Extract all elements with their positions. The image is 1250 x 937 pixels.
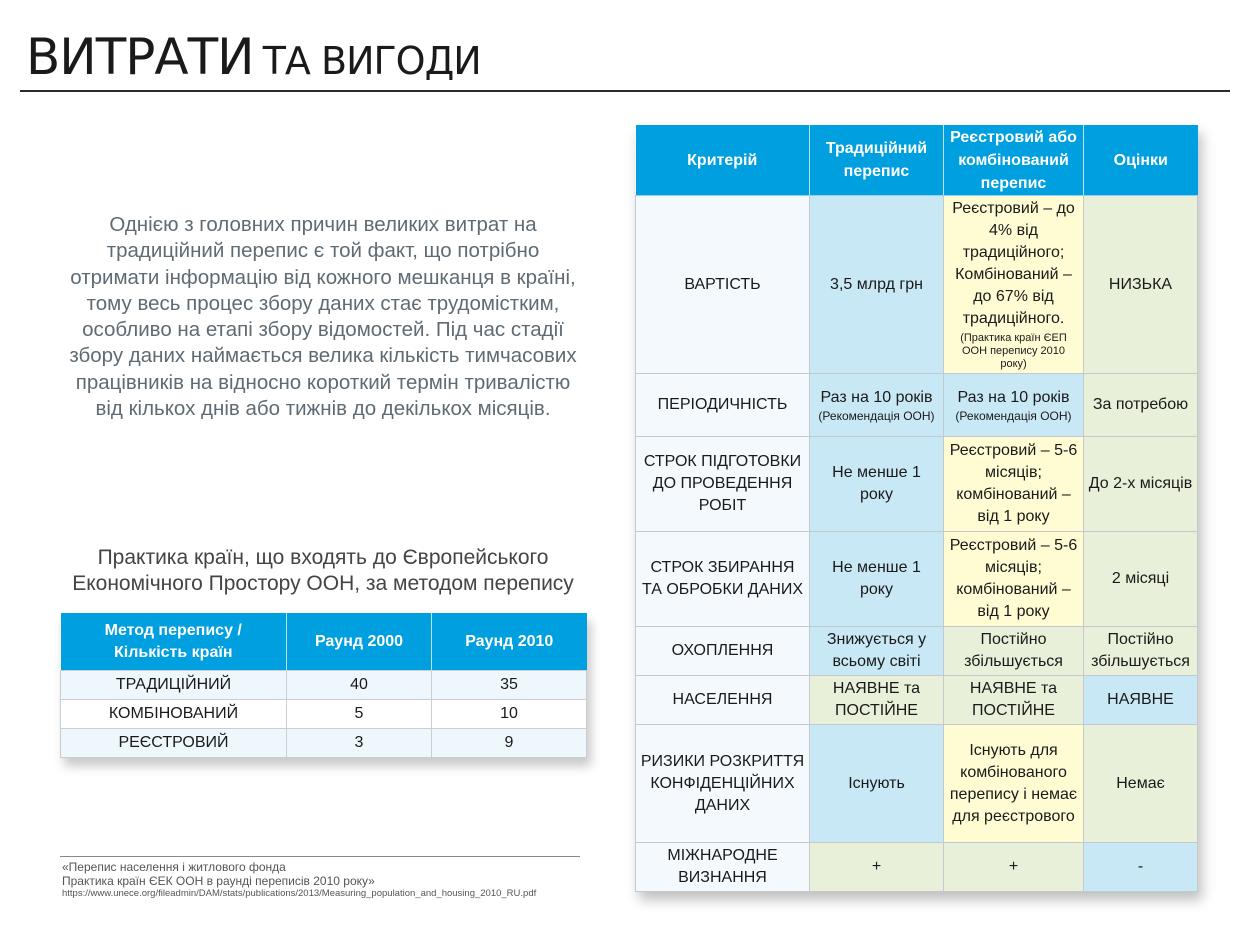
register-note: (Практика країн ЄЕП ООН перепису 2010 року) [960,332,1067,370]
criterion-cell: ПЕРІОДИЧНІСТЬ [636,374,810,437]
table-row [61,700,587,729]
row-periodicity [636,374,1198,437]
practice-table [60,613,587,758]
column-header-rating: Оцінки [1084,125,1198,196]
footnote-url: https://www.unece.org/fileadmin/DAM/stats/publications/2013/Measuring_population_and_housing_2010_RU.pdf [62,888,537,899]
rating-cell: До 2-х місяців [1084,437,1198,532]
register-note: (Рекомендація ООН) [955,409,1072,423]
round-2000-cell: 5 [287,700,432,729]
footnote [62,860,602,900]
column-header-traditional: Традиційний перепис [810,125,944,196]
row-preparation [636,437,1198,532]
register-cell: Постійно збільшується [944,627,1084,676]
criterion-cell: НАСЕЛЕННЯ [636,676,810,725]
register-text: Реєстровий – до 4% від традиційного; Комбінований – до 67% від традиційного. [952,200,1075,327]
traditional-cell: + [810,843,944,892]
intro-paragraph: Однією з головних причин великих витрат на традиційний перепис є той факт, що потрібно отримати інформацію від кожного мешканця в країні, тому весь процес збору даних стає трудомістким, особливо на етапі збору відомостей. Під час стадії збору даних наймається велика кількість тимчасових працівників на відносно короткий термін тривалістю від кількох днів або тижнів до декількох місяців. [69,213,577,421]
table-row [61,671,587,700]
round-2000-cell: 40 [287,671,432,700]
rating-cell: За потребою [1084,374,1198,437]
traditional-cell: Знижується у всьому світі [810,627,944,676]
criterion-cell: ВАРТІСТЬ [636,196,810,374]
register-cell [944,374,1084,437]
title-divider [20,90,1230,92]
register-cell: Реєстровий – 5-6 місяців; комбінований – від 1 року [944,437,1084,532]
criterion-cell: МІЖНАРОДНЕ ВИЗНАННЯ [636,843,810,892]
traditional-note: (Рекомендація ООН) [818,409,935,423]
page-title-rest: ТА ВИГОДИ [262,39,481,83]
footnote-line-2: Практика країн ЄЕК ООН в раунді переписів 2010 року» [62,874,375,888]
row-risks [636,725,1198,843]
rating-cell: НИЗЬКА [1084,196,1198,374]
criterion-cell: СТРОК ЗБИРАННЯ ТА ОБРОБКИ ДАНИХ [636,532,810,627]
row-processing [636,532,1198,627]
row-coverage [636,627,1198,676]
method-cell: КОМБІНОВАНИЙ [61,700,287,729]
rating-cell: Немає [1084,725,1198,843]
rating-cell: НАЯВНЕ [1084,676,1198,725]
traditional-cell: Не менше 1 року [810,532,944,627]
register-text: Раз на 10 років [957,389,1070,406]
criterion-cell: СТРОК ПІДГОТОВКИ ДО ПРОВЕДЕННЯ РОБІТ [636,437,810,532]
rating-cell: Постійно збільшується [1084,627,1198,676]
method-cell: ТРАДИЦІЙНИЙ [61,671,287,700]
comparison-table [635,125,1198,892]
column-header-method: Метод перепису / Кількість країн [61,613,287,671]
method-cell: РЕЄСТРОВИЙ [61,729,287,758]
register-cell: + [944,843,1084,892]
row-cost [636,196,1198,374]
traditional-cell: Існують [810,725,944,843]
comparison-table-header [636,125,1198,196]
criterion-cell: РИЗИКИ РОЗКРИТТЯ КОНФІДЕНЦІЙНИХ ДАНИХ [636,725,810,843]
table-row [61,729,587,758]
page-title-main: ВИТРАТИ [26,28,254,86]
rating-cell: 2 місяці [1084,532,1198,627]
register-cell [944,196,1084,374]
traditional-cell: Не менше 1 року [810,437,944,532]
page-title [26,28,481,86]
footnote-line-1: «Перепис населення і житлового фонда [62,860,286,874]
column-header-register: Реєстровий або комбінований перепис [944,125,1084,196]
practice-table-header [61,613,587,671]
row-recognition [636,843,1198,892]
traditional-text: Раз на 10 років [820,389,933,406]
round-2010-cell: 9 [432,729,587,758]
footnote-divider [60,856,580,857]
round-2010-cell: 10 [432,700,587,729]
traditional-cell [810,374,944,437]
row-population [636,676,1198,725]
round-2000-cell: 3 [287,729,432,758]
practice-table-title: Практика країн, що входять до Європейського Економічного Простору ООН, за методом перепису [72,546,574,595]
register-cell: Існують для комбінованого перепису і немає для реєстрового [944,725,1084,843]
round-2010-cell: 35 [432,671,587,700]
traditional-cell: НАЯВНЕ та ПОСТІЙНЕ [810,676,944,725]
traditional-cell: 3,5 млрд грн [810,196,944,374]
rating-cell: - [1084,843,1198,892]
column-header-round-2000: Раунд 2000 [287,613,432,671]
column-header-criterion: Критерій [636,125,810,196]
column-header-round-2010: Раунд 2010 [432,613,587,671]
register-cell: НАЯВНЕ та ПОСТІЙНЕ [944,676,1084,725]
criterion-cell: ОХОПЛЕННЯ [636,627,810,676]
register-cell: Реєстровий – 5-6 місяців; комбінований – від 1 року [944,532,1084,627]
